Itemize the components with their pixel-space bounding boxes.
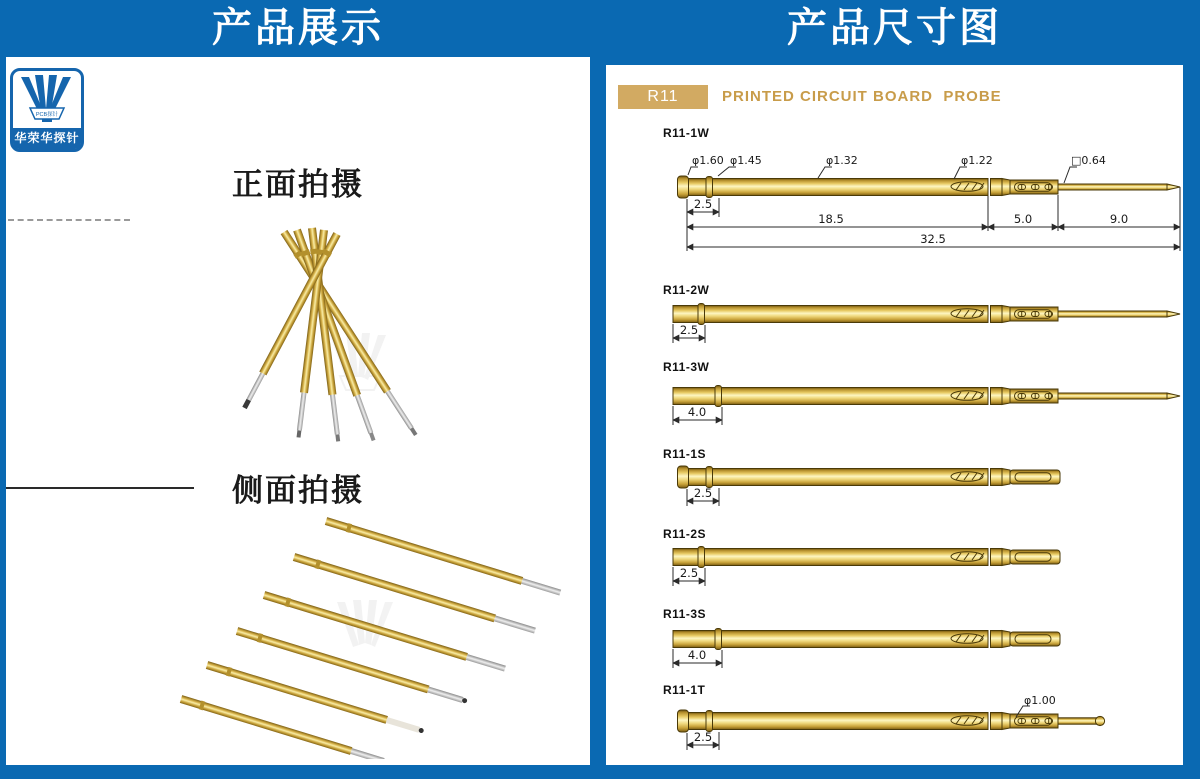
probe-drawing-r11-1w [678,154,1181,251]
probe-drawing-r11-1t [678,694,1105,750]
front-view-title: 正面拍摄 [232,167,364,202]
dimension-diagram-panel [606,65,1183,765]
dim-18-5: 18.5 [818,212,844,226]
series-badge: R11 [618,85,708,109]
dim-9-0: 9.0 [1109,212,1129,226]
dim-4-0: 4.0 [687,405,707,419]
dim-2-5: 2.5 [679,323,699,337]
callout-tip-dia: φ1.00 [1024,694,1056,707]
probe-photo-rod [180,695,390,759]
left-panel-title: 产品展示 [212,6,384,50]
right-panel-title: 产品尺寸图 [787,6,1002,50]
probe-photo-rod [206,661,425,736]
brand-name: 华荣华探针 [13,128,81,149]
probes-fan-photo [134,220,566,468]
probe-photo-rod [325,517,562,597]
callout-crimp-dia: φ1.22 [961,154,993,167]
probe-photo-rod [263,591,507,673]
dim-2-5: 2.5 [693,486,713,500]
probes-side-photo [141,507,581,759]
probe-drawing-r11-3w [673,386,1180,426]
model-label-r11-3w: R11-3W [663,360,710,374]
model-label-r11-1s: R11-1S [663,447,707,461]
logo-mark-text: PCB探针 [35,112,59,118]
model-label-r11-1t: R11-1T [663,683,706,697]
brand-logo [10,68,84,152]
probe-drawing-r11-2w [673,304,1180,344]
dimension-diagram-canvas [606,65,1183,765]
dim-5-0: 5.0 [1013,212,1033,226]
probe-drawing-r11-2s [673,547,1060,587]
probe-drawing-r11-1s [678,466,1061,506]
dim-2-5: 2.5 [693,197,713,211]
callout-cap-dia: φ1.60 [692,154,724,167]
probe-photo-rod [293,553,537,635]
model-label-r11-2s: R11-2S [663,527,707,541]
probe-drawing-r11-3s [673,629,1060,669]
dim-2-5: 2.5 [679,566,699,580]
callout-tip-size: □0.64 [1071,154,1106,167]
dim-4-0: 4.0 [687,648,707,662]
probe-fan-icon [15,73,79,129]
dashed-divider [8,219,130,221]
callout-barrel-dia: φ1.32 [826,154,858,167]
dim-2-5: 2.5 [693,730,713,744]
product-display-panel [6,57,590,765]
model-label-r11-2w: R11-2W [663,283,710,297]
callout-ring-dia: φ1.45 [730,154,762,167]
dim-32-5: 32.5 [920,232,946,246]
series-subtitle: PRINTED CIRCUIT BOARD PROBE [722,88,1002,105]
side-view-title: 侧面拍摄 [232,473,364,508]
model-label-r11-1w: R11-1W [663,126,710,140]
model-label-r11-3s: R11-3S [663,607,707,621]
